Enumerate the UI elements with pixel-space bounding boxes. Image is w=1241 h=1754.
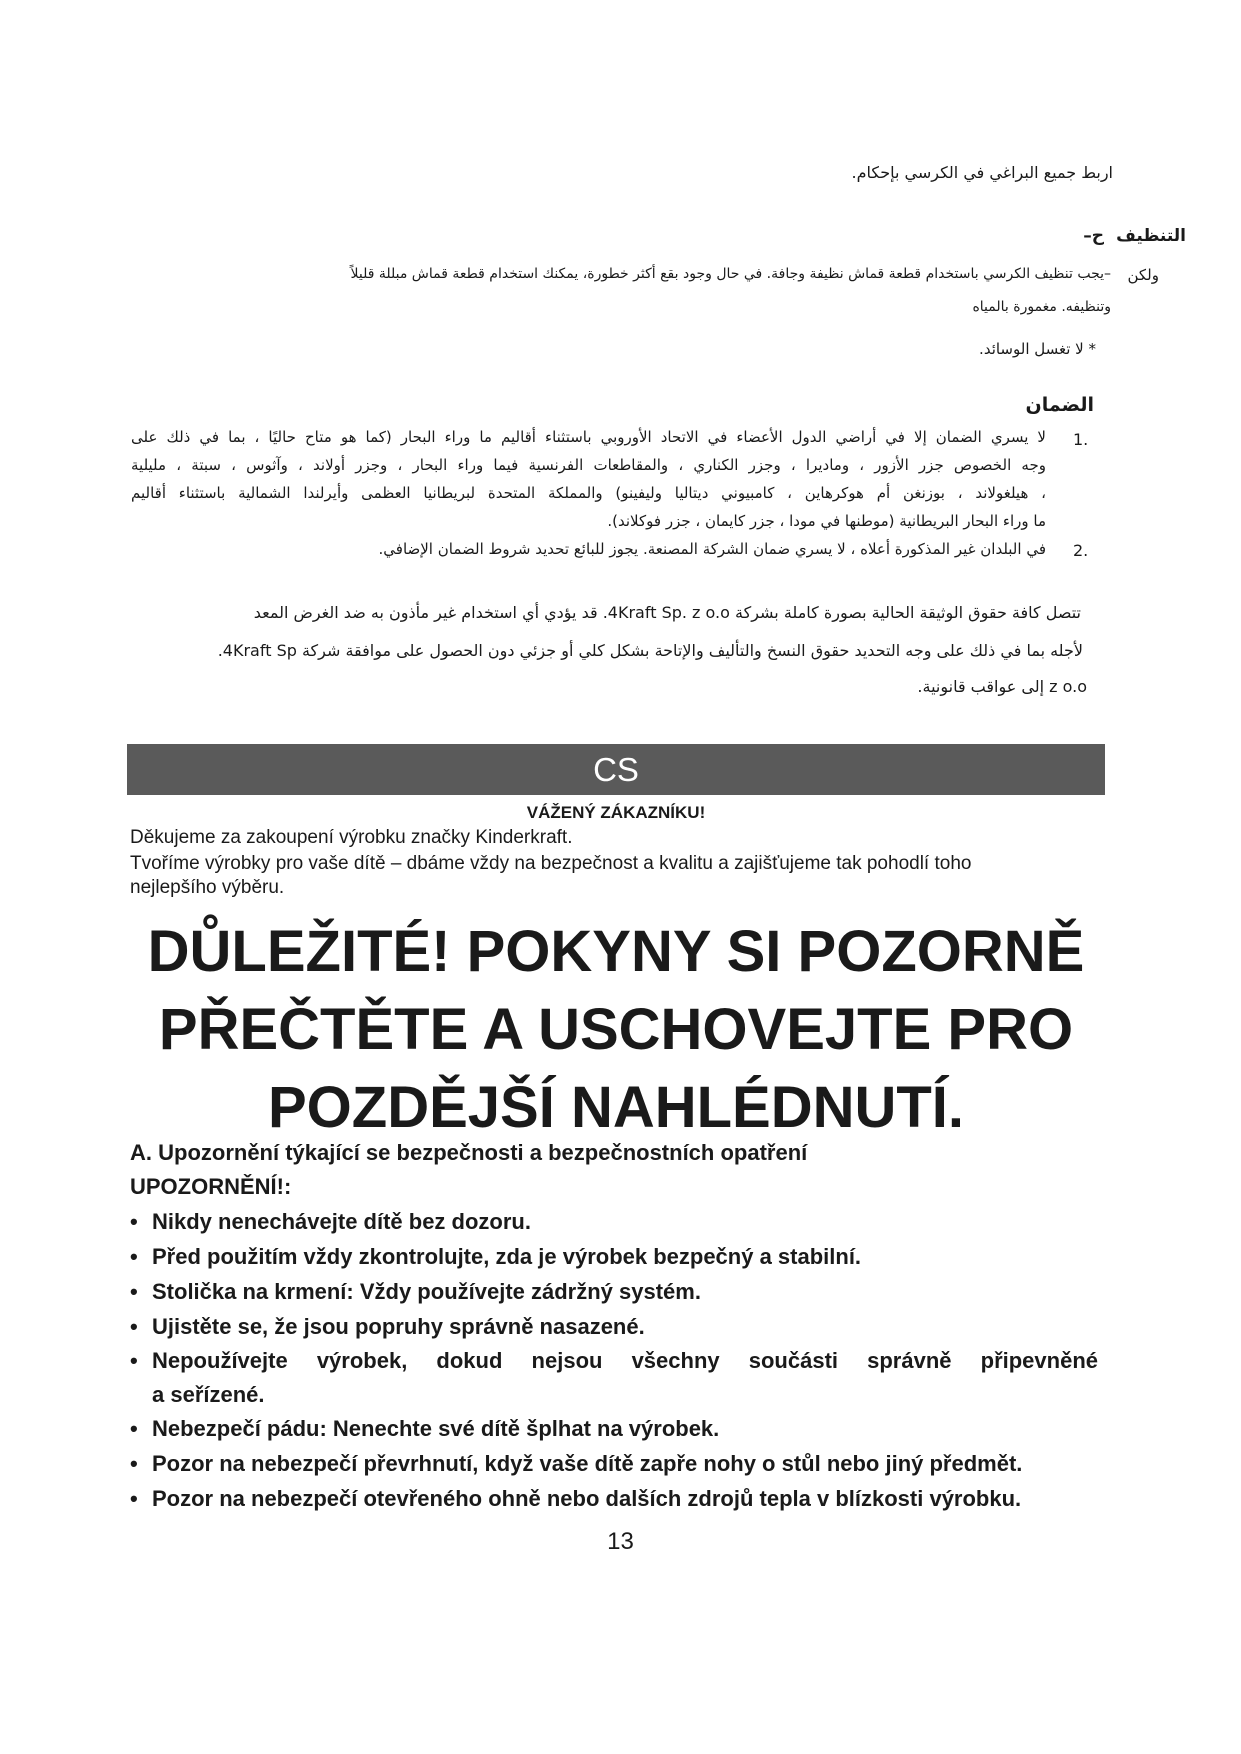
warranty-item-line: ، هيلغولاند ، بوزنغن أم هوكرهاين ، كامبيوني ديتاليا وليفينو) والمملكة المتحدة لبريطانيا العظمى وأيرلندا الشمالية باستثناء أقاليم [131,484,1046,502]
arabic-top-line: اربط جميع البراغي في الكرسي بإحكام. [851,163,1113,182]
safety-bullet [130,1209,1098,1235]
bullet-icon: • [130,1486,138,1511]
section-a-heading: A. Upozornění týkající se bezpečnosti a bezpečnostních opatření [130,1140,808,1165]
warranty-item-number: 1. [1073,430,1089,449]
bullet-icon: • [130,1451,138,1476]
safety-bullet [130,1244,1098,1270]
safety-bullet [130,1486,1098,1512]
copyright-line-2: لأجله بما في ذلك على وجه التحديد حقوق النسخ والتأليف والإتاحة بشكل كلي أو جزئي دون الحصول على موافقة شركة 4Kraft Sp. [217,641,1083,660]
warranty-item-line: في البلدان غير المذكورة أعلاه ، لا يسري ضمان الشركة المصنعة. يجوز للبائع تحديد شروط الضمان الإضافي. [378,540,1046,558]
bullet-icon: • [130,1209,138,1234]
cs-section-bar: CS [127,744,1105,795]
bullet-icon: • [130,1348,138,1373]
warranty-item-line: لا يسري الضمان إلا في أراضي الدول الأعضاء في الاتحاد الأوروبي باستثناء أقاليم ما وراء البحار (كما هو متاح حاليًا ، بما في ذلك على [131,428,1046,446]
warranty-item-line: وجه الخصوص جزر الأزور ، وماديرا ، وجزر الكناري ، والمقاطعات الفرنسية فيما وراء البحار ، وجزر أولاند ، وآثوس ، سبتة ، مليلية [131,456,1046,474]
safety-bullet [130,1451,1098,1477]
safety-bullet-text: Nepoužívejte výrobek, dokud nejsou všechny součásti správně připevněné [152,1348,1098,1373]
cleaning-letter: ح– [1083,226,1104,246]
cs-intro-2: Tvoříme výrobky pro vaše dítě – dbáme vždy na bezpečnost a kvalitu a zajišťujeme tak pohodlí toho [130,853,972,874]
cs-intro-3: nejlepšího výběru. [130,877,285,898]
warranty-heading: الضمان [1025,394,1094,416]
cleaning-note: * لا تغسل الوسائد. [979,340,1096,358]
bullet-icon: • [130,1279,138,1304]
cleaning-line-1: –يجب تنظيف الكرسي باستخدام قطعة قماش نظيفة وجافة. في حال وجود بقع أكثر خطورة، يمكنك استخدام قطعة قماش مبللة قليلاً [350,266,1111,282]
safety-bullet-text: Pozor na nebezpečí převrhnutí, když vaše dítě zapře nohy o stůl nebo jiný předmět. [152,1451,1023,1476]
bullet-icon: • [130,1416,138,1441]
cleaning-heading: التنظيف [1116,226,1186,246]
warning-label: UPOZORNĚNÍ!: [130,1174,292,1199]
safety-bullet-text: Pozor na nebezpečí otevřeného ohně nebo dalších zdrojů tepla v blízkosti výrobku. [152,1486,1022,1511]
page-number: 13 [607,1528,634,1555]
safety-bullet-text: Před použitím vždy zkontrolujte, zda je výrobek bezpečný a stabilní. [152,1244,862,1269]
safety-bullet-text: Stolička na krmení: Vždy používejte zádržný systém. [152,1279,701,1304]
bullet-icon: • [130,1244,138,1269]
safety-bullet-text: a seřízené. [152,1382,265,1407]
safety-bullet-continuation [130,1382,1098,1408]
safety-bullet [130,1279,1098,1305]
warranty-item-number: 2. [1073,541,1089,560]
bullet-icon: • [130,1314,138,1339]
cs-greeting: VÁŽENÝ ZÁKAZNÍKU! [526,803,706,822]
cleaning-line-2: وتنظيفه. مغمورة بالمياه [972,299,1111,315]
safety-bullet-text: Nikdy nenechávejte dítě bez dozoru. [152,1209,531,1234]
safety-bullet [130,1314,1098,1340]
safety-bullet-text: Ujistěte se, že jsou popruhy správně nasazené. [152,1314,645,1339]
cs-main-title-line: POZDĚJŠÍ NAHLÉDNUTÍ. [267,1075,965,1140]
cs-intro-1: Děkujeme za zakoupení výrobku značky Kinderkraft. [130,827,573,848]
cleaning-line-start: ولكن [1127,266,1159,284]
copyright-line-1: تتصل كافة حقوق الوثيقة الحالية بصورة كاملة بشركة 4Kraft Sp. z o.o. قد يؤدي أي استخدام غير مأذون به ضد الغرض المعد [253,603,1081,622]
cs-main-title-line: PŘEČTĚTE A USCHOVEJTE PRO [158,997,1074,1062]
copyright-line-3: z o.o إلى عواقب قانونية. [917,677,1087,696]
warranty-item-line: ما وراء البحار البريطانية (موطنها في مودا ، جزر كايمان ، جزر فوكلاند). [607,512,1046,530]
safety-bullet [130,1348,1098,1374]
safety-bullet-text: Nebezpečí pádu: Nenechte své dítě šplhat na výrobek. [152,1416,720,1441]
cs-main-title-line: DŮLEŽITÉ! POKYNY SI POZORNĚ [147,919,1085,984]
safety-bullet [130,1416,1098,1442]
